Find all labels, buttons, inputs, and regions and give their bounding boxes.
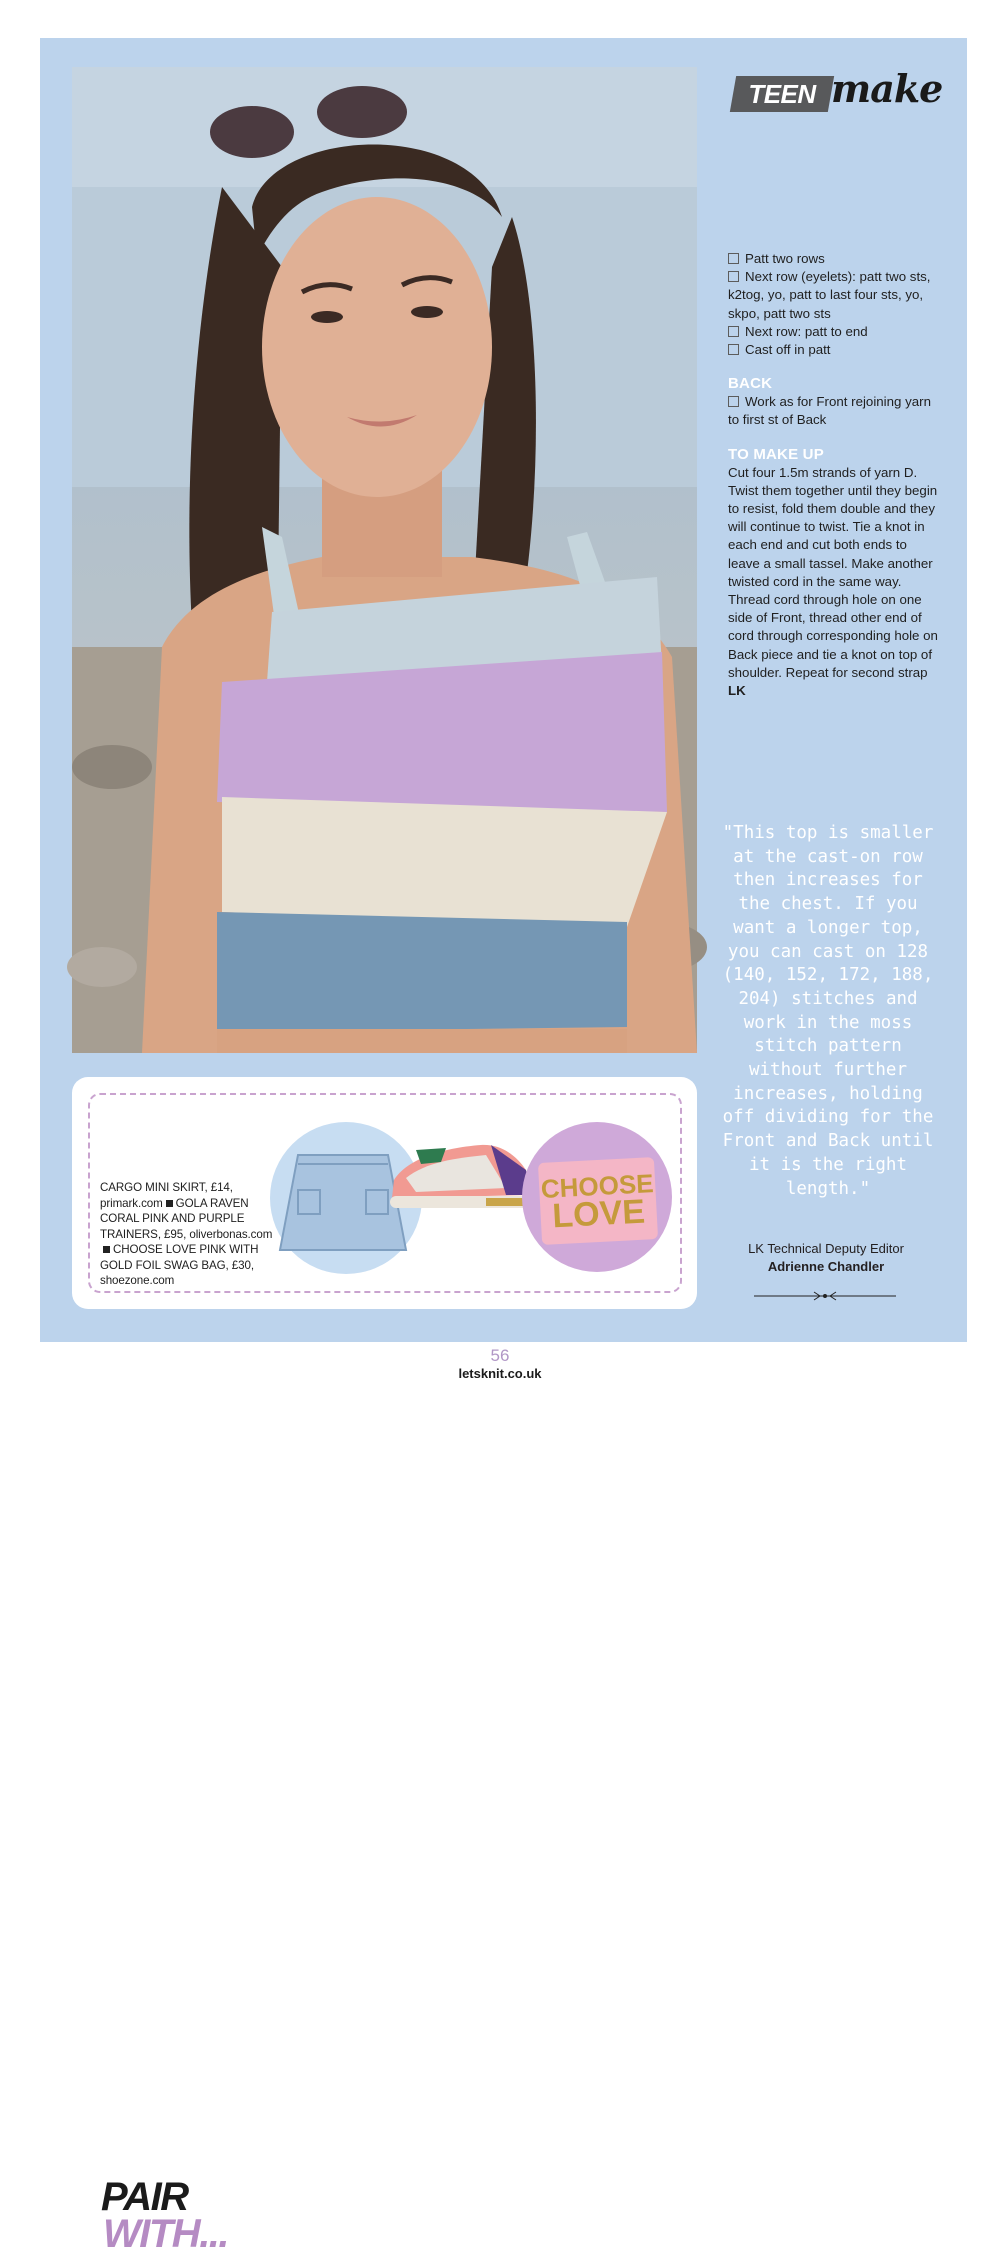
product-trainers: GOLA RAVEN CORAL PINK AND PURPLE TRAINERS, £95,: [100, 1196, 249, 1241]
pattern-step: [728, 323, 938, 341]
checkbox-icon: [728, 344, 739, 355]
step-text: Patt two rows: [745, 251, 825, 266]
step-text: Work as for Front rejoining yarn to first st of Back: [728, 394, 931, 428]
pattern-step: [728, 341, 938, 359]
product-bag-site[interactable]: shoezone.com: [100, 1274, 175, 1287]
separator-square-icon: [166, 1200, 173, 1207]
teen-make-logo: [733, 66, 943, 118]
page-number: 56: [490, 1346, 510, 1365]
separator-square-icon: [103, 1246, 110, 1253]
step-text: Next row: patt to end: [745, 323, 868, 339]
logo-teen-text: TEEN: [748, 79, 816, 109]
pattern-step: [728, 393, 938, 429]
checkbox-icon: [728, 326, 739, 337]
checkbox-icon: [728, 396, 739, 407]
pair-with-product-list: [100, 1180, 280, 1289]
product-skirt: CARGO MINI SKIRT, £14,: [100, 1181, 233, 1194]
logo-make-text: make: [831, 66, 943, 111]
knitted-crop-top-illustration: [72, 67, 697, 1053]
pattern-step: [728, 250, 938, 268]
bag-text-line2: LOVE: [551, 1192, 646, 1236]
make-up-heading: TO MAKE UP: [728, 445, 824, 463]
pattern-step: [728, 268, 938, 323]
with-title: WITH...: [103, 2212, 229, 2256]
checkbox-icon: [728, 271, 739, 282]
choose-love-bag-icon: [538, 1157, 658, 1245]
site-url[interactable]: letsknit.co.uk: [458, 1366, 542, 1381]
make-up-text: [728, 464, 938, 701]
pair-title: PAIR: [101, 2175, 188, 2219]
product-skirt-site[interactable]: primark.com: [100, 1196, 163, 1210]
product-bag: CHOOSE LOVE PINK WITH GOLD FOIL SWAG BAG, £30,: [100, 1243, 259, 1272]
signoff: LK: [728, 683, 746, 699]
credit-name: Adrienne Chandler: [767, 1259, 885, 1274]
pattern-instructions: [728, 250, 938, 700]
ornament-divider-icon: [754, 1290, 896, 1302]
step-text: Next row (eyelets): patt two sts, k2tog, yo, patt to last four sts, yo, skpo, patt two sts: [728, 269, 931, 321]
product-trainers-site[interactable]: oliverbonas.com: [189, 1227, 273, 1241]
step-text: Cast off in patt: [745, 342, 831, 358]
back-heading: BACK: [728, 375, 773, 393]
logo-teen-block: [730, 76, 834, 112]
checkbox-icon: [728, 253, 739, 264]
bag-text-line1: CHOOSE: [540, 1168, 655, 1204]
editor-quote: "This top is smaller at the cast-on row then increases for the chest. If you want a longer top, you can cast on 128 (140, 152, 172, 188, 204) stitches and work in the moss stitch pattern without further increases, holding off dividing for the Front and Back until it is the right length.": [722, 823, 934, 1199]
make-up-body: Cut four 1.5m strands of yarn D. Twist them together until they begin to resist, fold them double and they will continue to twist. Tie a knot in each end and cut both ends to leave a small tassel. Make another twisted cord in the same way. Thread cord through hole on one side of Front, thread other end of cord through corresponding hole on Back piece and tie a knot on top of shoulder. Repeat for second strap: [728, 464, 938, 680]
quote-credit: [726, 1240, 926, 1276]
trainers-icon: [386, 1140, 534, 1215]
credit-role: LK Technical Deputy Editor: [748, 1241, 904, 1256]
hero-photo: [72, 67, 697, 1053]
